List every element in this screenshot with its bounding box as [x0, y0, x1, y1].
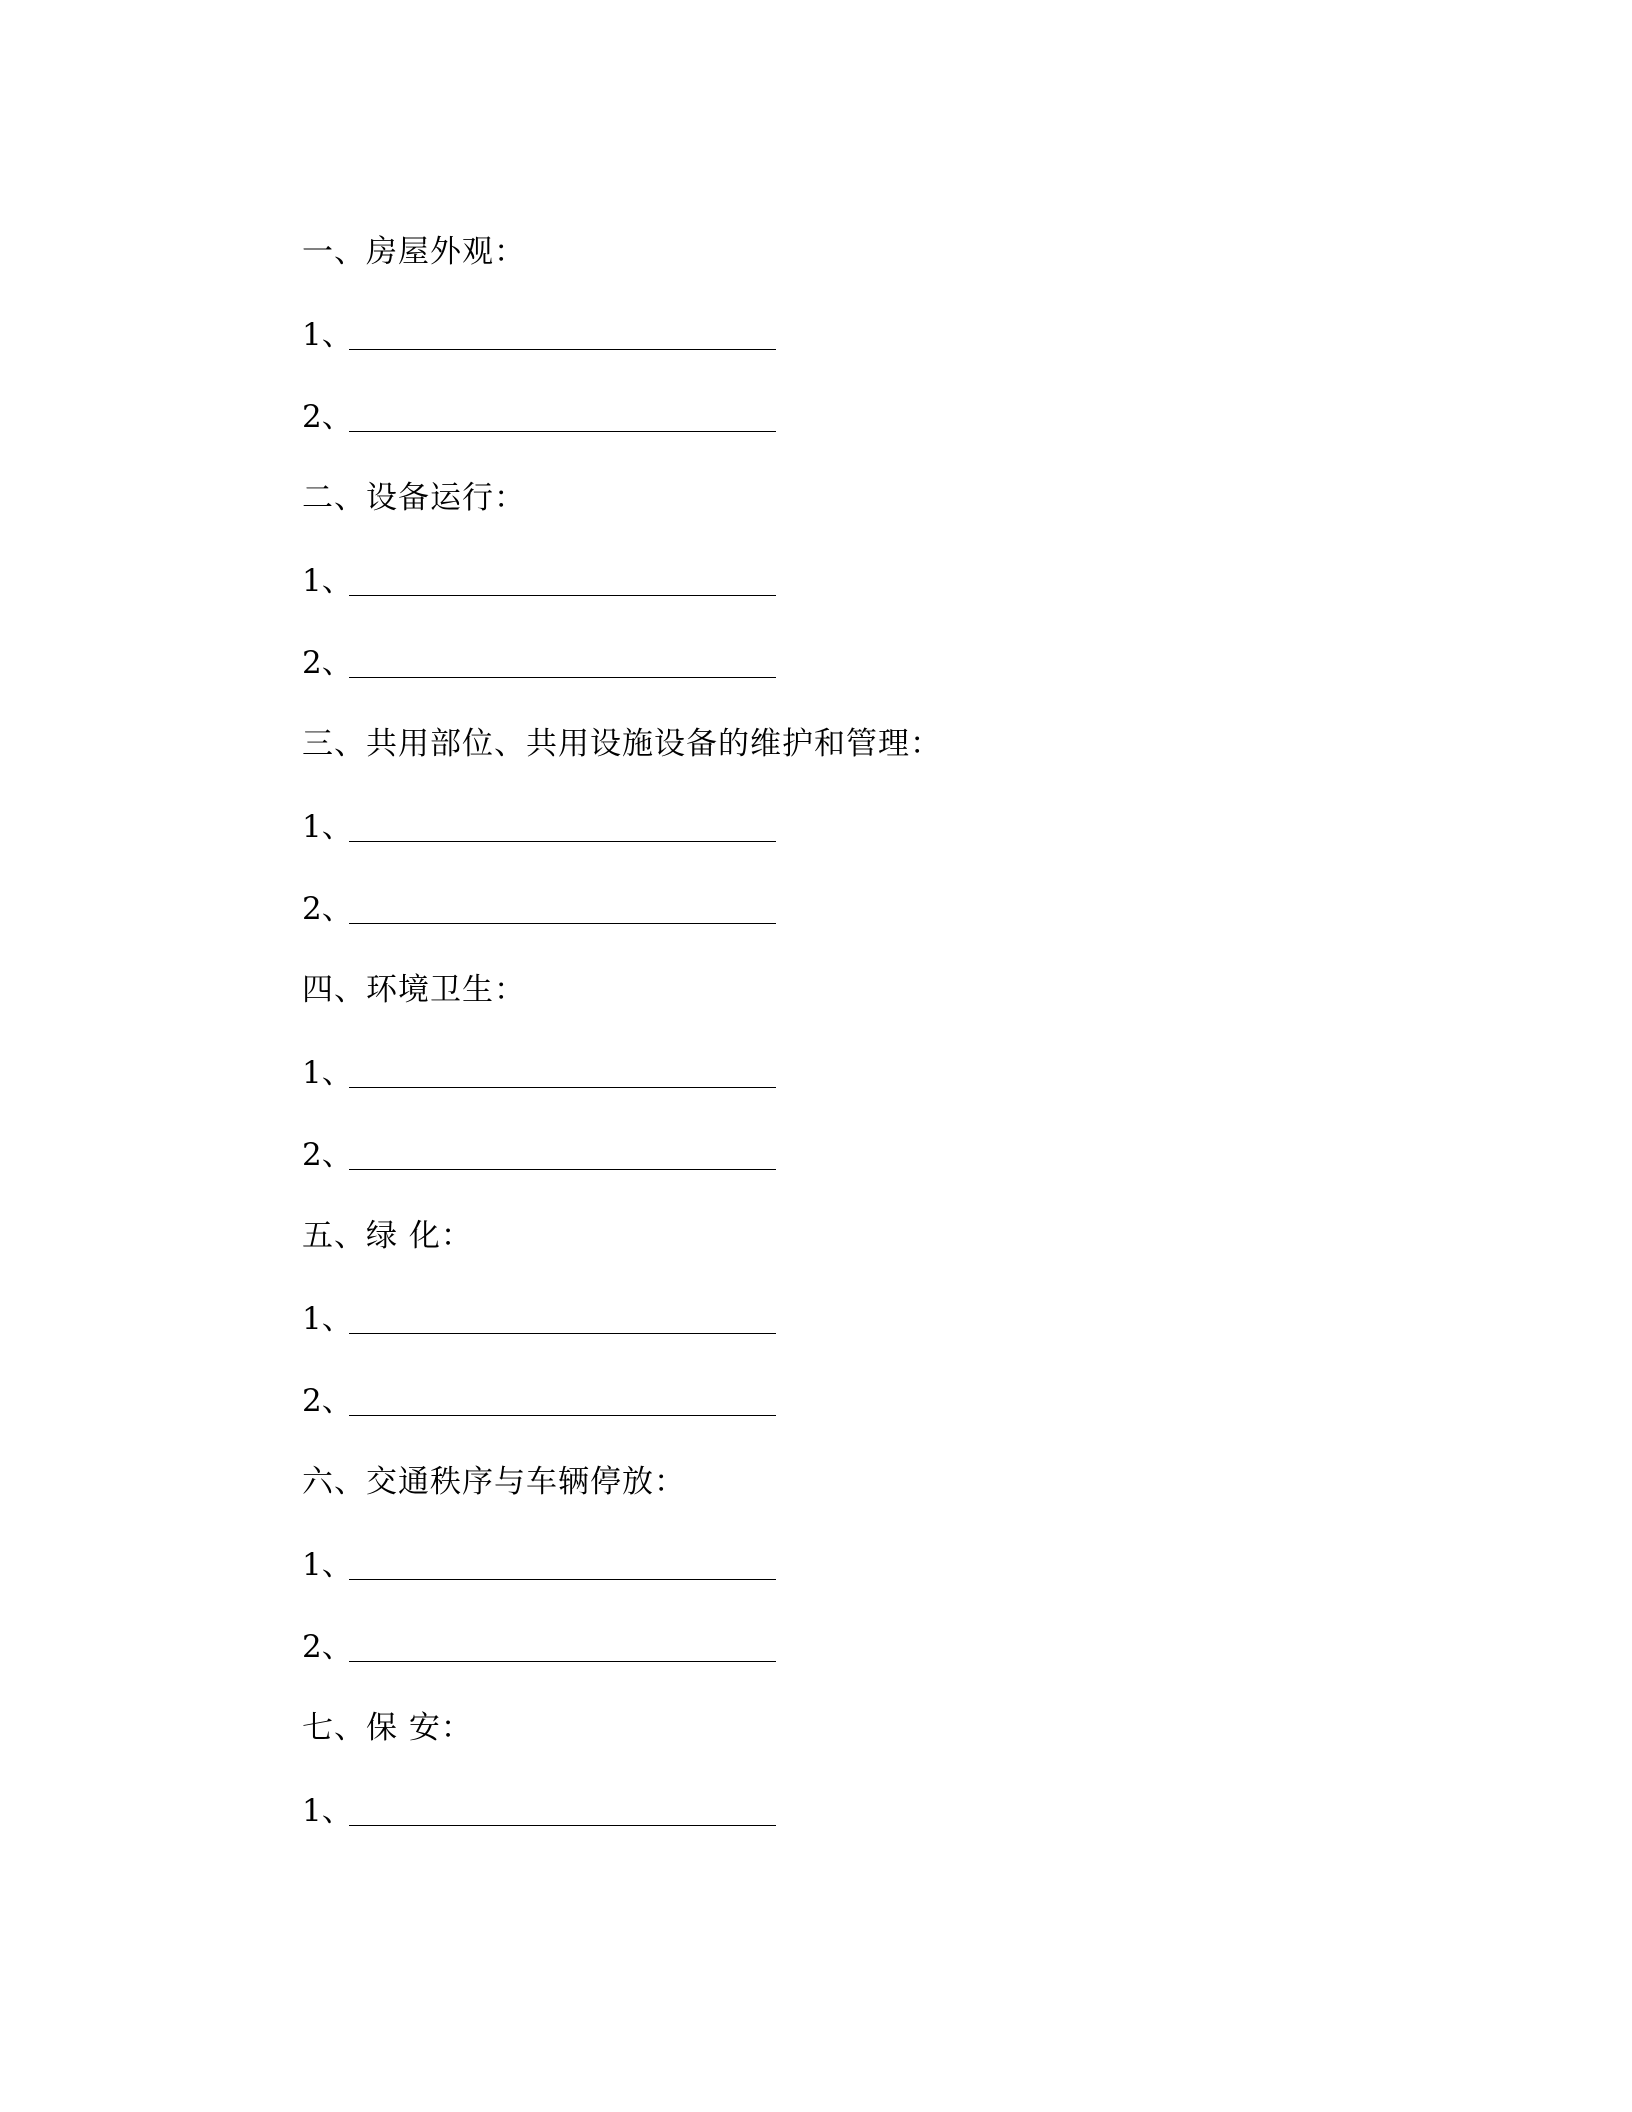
item-number: 2、 — [302, 1383, 353, 1419]
item-number: 1、 — [302, 1547, 353, 1583]
item-number: 2、 — [302, 645, 353, 681]
fill-in-line — [302, 1135, 353, 1175]
section-heading: 一、房屋外观： — [302, 234, 526, 270]
blank-underline — [349, 595, 776, 596]
fill-in-line — [302, 643, 353, 683]
fill-in-line — [302, 1053, 353, 1093]
fill-in-line — [302, 397, 353, 437]
blank-underline — [349, 1825, 776, 1826]
fill-in-line — [302, 1545, 353, 1585]
item-number: 2、 — [302, 891, 353, 927]
section-heading: 二、设备运行： — [302, 480, 526, 516]
fill-in-line — [302, 807, 353, 847]
blank-underline — [349, 1169, 776, 1170]
item-number: 1、 — [302, 1793, 353, 1829]
section-heading: 三、共用部位、共用设施设备的维护和管理： — [302, 726, 942, 762]
fill-in-line — [302, 561, 353, 601]
section-heading: 七、保 安： — [302, 1710, 473, 1746]
blank-underline — [349, 1415, 776, 1416]
item-number: 1、 — [302, 1055, 353, 1091]
item-number: 1、 — [302, 563, 353, 599]
fill-in-line — [302, 1791, 353, 1831]
blank-underline — [349, 1661, 776, 1662]
item-number: 1、 — [302, 809, 353, 845]
item-number: 1、 — [302, 1301, 353, 1337]
item-number: 1、 — [302, 317, 353, 353]
blank-underline — [349, 841, 776, 842]
section-heading: 五、绿 化： — [302, 1218, 473, 1254]
section-heading: 六、交通秩序与车辆停放： — [302, 1464, 686, 1500]
fill-in-line — [302, 315, 353, 355]
blank-underline — [349, 923, 776, 924]
fill-in-line — [302, 889, 353, 929]
fill-in-line — [302, 1627, 353, 1667]
item-number: 2、 — [302, 399, 353, 435]
blank-underline — [349, 1579, 776, 1580]
blank-underline — [349, 349, 776, 350]
section-heading: 四、环境卫生： — [302, 972, 526, 1008]
blank-underline — [349, 1087, 776, 1088]
fill-in-line — [302, 1381, 353, 1421]
blank-underline — [349, 431, 776, 432]
item-number: 2、 — [302, 1137, 353, 1173]
blank-underline — [349, 1333, 776, 1334]
fill-in-line — [302, 1299, 353, 1339]
item-number: 2、 — [302, 1629, 353, 1665]
blank-underline — [349, 677, 776, 678]
